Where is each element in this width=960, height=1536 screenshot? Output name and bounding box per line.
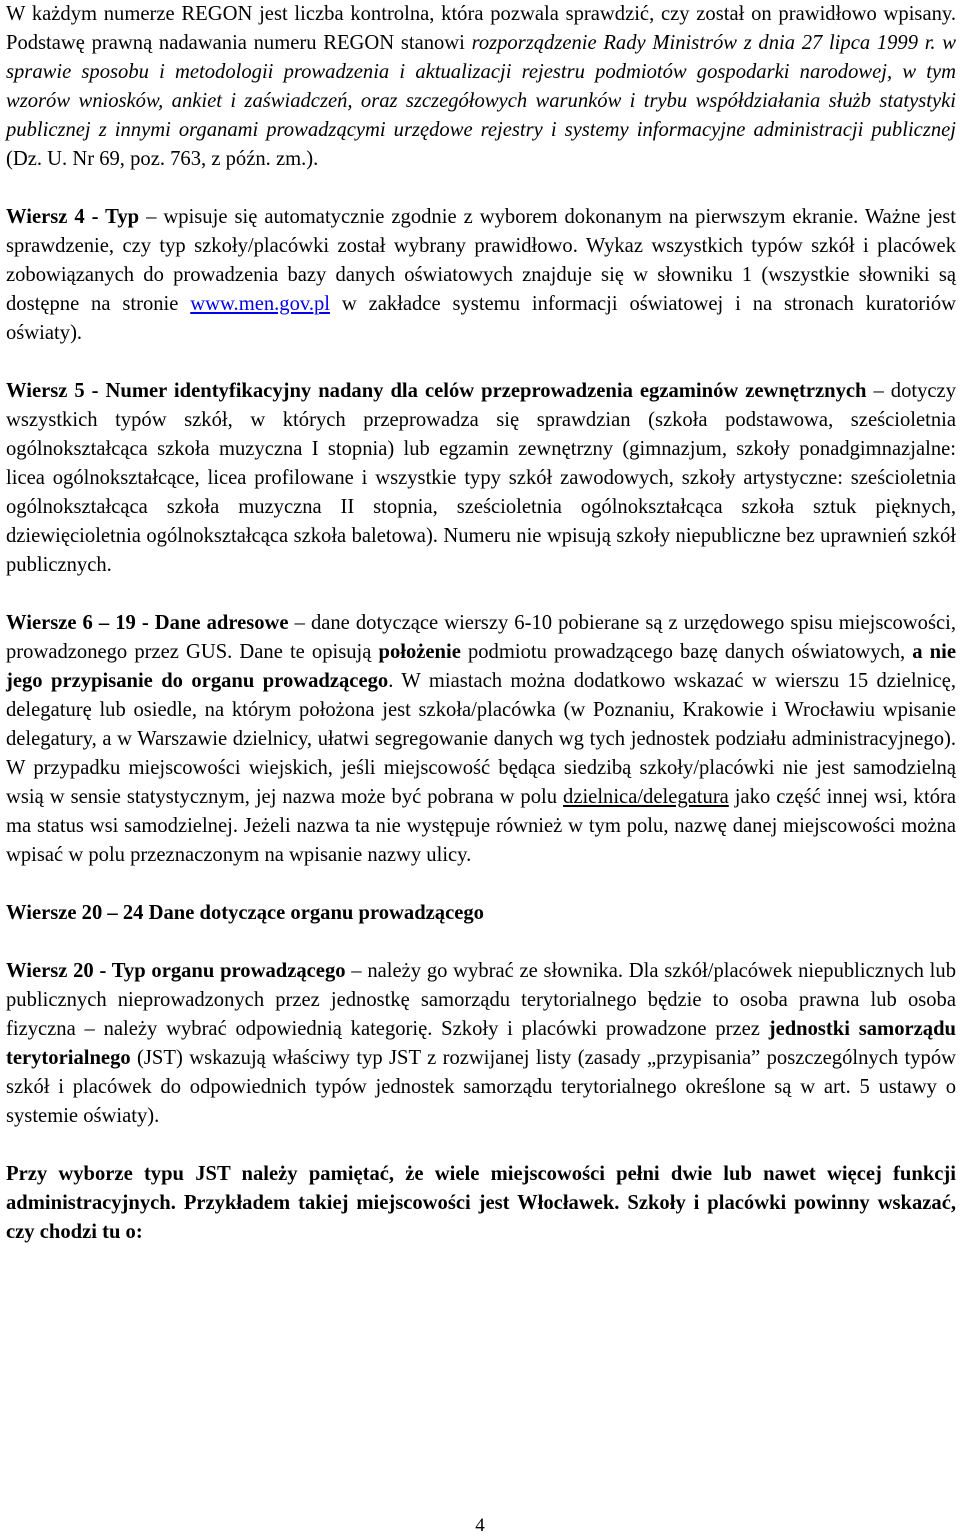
paragraph-jst-note: Przy wyborze typu JST należy pamiętać, że wiele miejscowości pełni dwie lub nawet więcej funkcji administracyjnych. Przykładem takiej miejscowości jest Włocławek. Szkoły i placówki powinny wskazać, czy chodzi tu o: bbox=[6, 1163, 956, 1243]
wiersz-4-text: – wpisuje się automatycznie zgodnie z wyborem dokonanym na pierwszym ekranie. Ważne jest sprawdzenie, czy typ szkoły/placówki został wybrany prawidłowo. Wykaz wszystkich typów szkół i placówek zobowiązanych do prowadzenia bazy danych oświatowych znajduje się w słowniku 1 (wszystkie słowniki są dostępne na stronie bbox=[6, 206, 956, 315]
wiersze-6-19-text: – dane dotyczące wierszy 6-10 pobierane są z urzędowego spisu miejscowości, prowadzonego przez GUS. Dane te opisują bbox=[6, 612, 957, 663]
dzielnica-delegatura-term: dzielnica/delegatura bbox=[563, 786, 729, 808]
wiersze-6-19-text-2: podmiotu prowadzącego bazę danych oświatowych, bbox=[460, 641, 913, 663]
polozenie-emphasis: położenie bbox=[378, 641, 461, 663]
paragraph-wiersz-4 bbox=[6, 203, 956, 348]
page-number: 4 bbox=[475, 1515, 485, 1536]
wiersz-20-text-end: (JST) wskazują właściwy typ JST z rozwijanej listy (zasady „przypisania” poszczególnych typów szkół i placówek do odpowiednich typów jednostek samorządu terytorialnego określone są w art. 5 ustawy o systemie oświaty). bbox=[6, 1047, 956, 1127]
jst-emphasis: jednostki samorządu terytorialnego bbox=[6, 1018, 956, 1069]
paragraph-wiersze-6-19 bbox=[6, 609, 956, 870]
paragraph-wiersz-5 bbox=[6, 377, 956, 580]
wiersz-20-label: Wiersz 20 - Typ organu prowadzącego bbox=[6, 960, 346, 982]
regulation-citation: (Dz. U. Nr 69, poz. 763, z późn. zm.). bbox=[6, 148, 319, 170]
wiersze-6-19-text-4: jako część innej wsi, która ma status wsi samodzielnej. Jeżeli nazwa ta nie występuje również w tym polu, nazwę danej miejscowości można wpisać w polu przeznaczonym na wpisanie nazwy ulicy. bbox=[6, 786, 956, 866]
regon-text: W każdym numerze REGON jest liczba kontrolna, która pozwala sprawdzić, czy został on prawidłowo wpisany. Podstawę prawną nadawania numeru REGON stanowi bbox=[6, 3, 956, 54]
regulation-title: rozporządzenie Rady Ministrów z dnia 27 lipca 1999 r. w sprawie sposobu i metodologii prowadzenia i aktualizacji rejestru podmiotów gospodarki narodowej, w tym wzorów wniosków, ankiet i zaświadczeń, oraz szczegółowych warunków i trybu współdziałania służb statystyki publicznej z innymi organami prowadzącymi urzędowe rejestry i systemy informacyjne administracji publicznej bbox=[6, 32, 956, 141]
wiersz-5-label: Wiersz 5 - Numer identyfikacyjny nadany dla celów przeprowadzenia egzaminów zewnętrznych bbox=[6, 380, 867, 402]
paragraph-wiersz-20 bbox=[6, 957, 956, 1131]
wiersz-4-text-end: w zakładce systemu informacji oświatowej i na stronach kuratoriów oświaty). bbox=[6, 293, 956, 344]
paragraph-regon bbox=[6, 0, 956, 174]
wiersz-4-label: Wiersz 4 - Typ bbox=[6, 206, 140, 228]
men-gov-link[interactable]: www.men.gov.pl bbox=[190, 293, 331, 315]
wiersz-5-text: – dotyczy wszystkich typów szkół, w których przeprowadza się sprawdzian (szkoła podstawowa, sześcioletnia ogólnokształcąca szkoła muzyczna I stopnia) lub egzamin zewnętrzny (gimnazjum, szkoły ponadgimnazjalne: licea ogólnokształcące, licea profilowane i wszystkie typy szkół zawodowych, szkoły artystyczne: sześcioletnia ogólnokształcąca szkoła muzyczna II stopnia, sześcioletnia ogólnokształcąca szkoła sztuk pięknych, dziewięcioletnia ogólnokształcąca szkoła baletowa). Numeru nie wpisują szkoły niepubliczne bez uprawnień szkół publicznych. bbox=[6, 380, 956, 576]
wiersz-20-text: – należy go wybrać ze słownika. Dla szkół/placówek niepublicznych lub publicznych nieprowadzonych przez jednostkę samorządu terytorialnego będzie to osoba prawna lub osoba fizyczna – należy wybrać odpowiednią kategorię. Szkoły i placówki prowadzone przez bbox=[6, 960, 956, 1040]
wiersze-6-19-text-3: . W miastach można dodatkowo wskazać w wierszu 15 dzielnicę, delegaturę lub osiedle, na którym położona jest szkoła/placówka (w Poznaniu, Krakowie i Wrocławiu wpisanie delegatury, a w Warszawie dzielnicy, ułatwi segregowanie danych wg tych jednostek podziału administracyjnego). W przypadku miejscowości wiejskich, jeśli miejscowość będąca siedzibą szkoły/placówki nie jest samodzielną wsią w sensie statystycznym, jej nazwa może być pobrana w polu bbox=[6, 670, 956, 808]
wiersze-6-19-label: Wiersze 6 – 19 - Dane adresowe bbox=[6, 612, 289, 634]
document-page bbox=[6, 0, 956, 1247]
section-heading: Wiersze 20 – 24 Dane dotyczące organu prowadzącego bbox=[6, 902, 484, 924]
przypisanie-emphasis: a nie jego przypisanie do organu prowadzącego bbox=[6, 641, 956, 692]
